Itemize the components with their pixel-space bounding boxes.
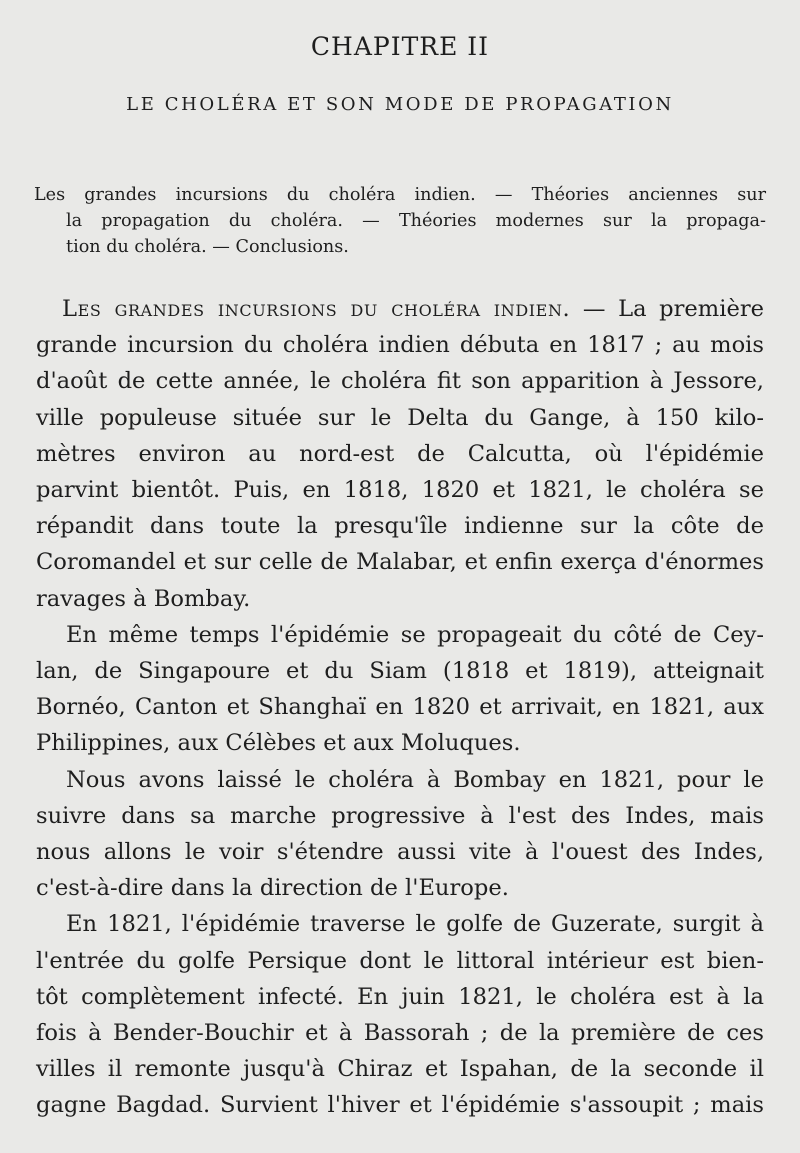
body-line: nous allons le voir s'étendre aussi vite à l'ouest des Indes, <box>36 839 764 866</box>
summary-line: Les grandes incursions du choléra indien. — Théories anciennes sur <box>34 185 766 205</box>
body-line: fois à Bender-Bouchir et à Bassorah ; de la première de ces <box>36 1020 764 1047</box>
body-line: c'est-à-dire dans la direction de l'Europe. <box>36 875 509 902</box>
body-text <box>36 291 764 1124</box>
paragraph <box>36 291 764 617</box>
body-line: grande incursion du choléra indien débuta en 1817 ; au mois <box>36 332 764 359</box>
paragraph <box>36 906 764 1123</box>
chapter-title: LE CHOLÉRA ET SON MODE DE PROPAGATION <box>126 94 674 115</box>
body-line: Philippines, aux Célèbes et aux Moluques. <box>36 730 521 757</box>
chapter-summary <box>34 182 766 260</box>
body-line: Coromandel et sur celle de Malabar, et enfin exerça d'énormes <box>36 549 764 576</box>
body-line: En même temps l'épidémie se propageait du côté de Cey- <box>66 621 764 648</box>
body-line: ravages à Bombay. <box>36 585 251 612</box>
body-line: lan, de Singapoure et du Siam (1818 et 1819), atteignait <box>36 658 764 685</box>
section-lead: Les grandes incursions du choléra indien. <box>62 296 571 322</box>
body-line: parvint bientôt. Puis, en 1818, 1820 et 1821, le choléra se <box>36 477 764 504</box>
body-line: mètres environ au nord-est de Calcutta, où l'épidémie <box>36 440 764 467</box>
chapter-number: CHAPITRE II <box>310 32 490 61</box>
body-line: Bornéo, Canton et Shanghaï en 1820 et arrivait, en 1821, aux <box>36 694 764 721</box>
summary-line: la propagation du choléra. — Théories modernes sur la propaga- <box>66 211 766 231</box>
body-line: tôt complètement infecté. En juin 1821, le choléra est à la <box>36 983 764 1010</box>
body-line <box>36 291 764 327</box>
body-line: l'entrée du golfe Persique dont le littoral intérieur est bien- <box>36 947 764 974</box>
body-line: villes il remonte jusqu'à Chiraz et Ispahan, de la seconde il <box>36 1056 764 1083</box>
body-line-fragment: — La première <box>570 296 764 322</box>
summary-line: tion du choléra. — Conclusions. <box>66 237 349 257</box>
body-line: répandit dans toute la presqu'île indienne sur la côte de <box>36 513 764 540</box>
body-line: ville populeuse située sur le Delta du Gange, à 150 kilo- <box>36 404 764 431</box>
body-line: Nous avons laissé le choléra à Bombay en 1821, pour le <box>66 766 764 793</box>
body-line: En 1821, l'épidémie traverse le golfe de Guzerate, surgit à <box>66 911 764 938</box>
body-line: d'août de cette année, le choléra fit son apparition à Jessore, <box>36 368 764 395</box>
paragraph <box>36 617 764 762</box>
body-line: gagne Bagdad. Survient l'hiver et l'épidémie s'assoupit ; mais <box>36 1092 764 1119</box>
paragraph <box>36 762 764 907</box>
body-line: suivre dans sa marche progressive à l'est des Indes, mais <box>36 802 764 829</box>
